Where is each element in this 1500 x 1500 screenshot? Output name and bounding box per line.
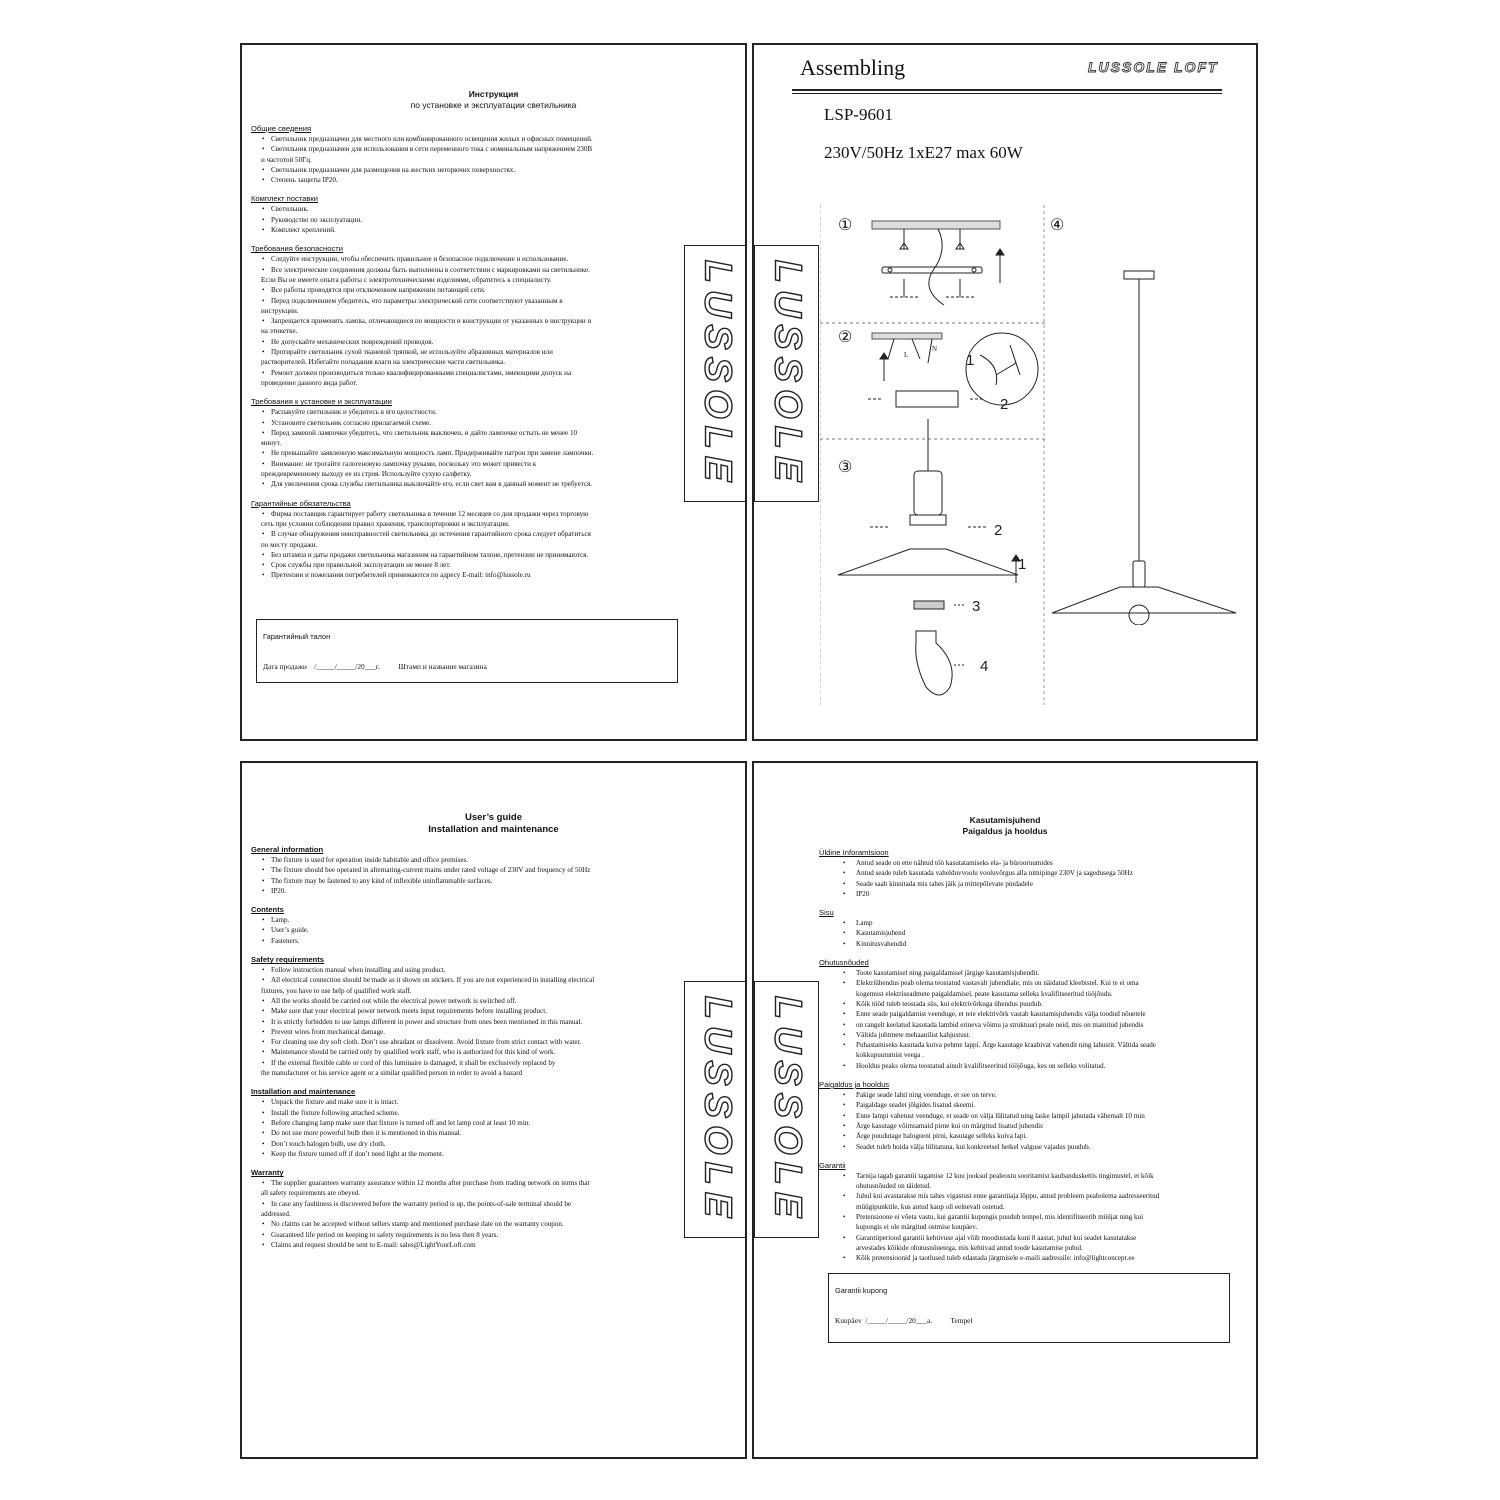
list-item: • Vältida juhtmete mehaanilist kahjustust.	[819, 1030, 1159, 1040]
list-item: • Ärge puudutage halogeeni pirni, kasutage selleks kuiva lapi.	[819, 1131, 1159, 1141]
list-item: • Puhastamiseks kasutada kuiva pehme lappi. Ärge kasutage kraabivat vahendit ning lahustit. Vältida seade	[819, 1040, 1159, 1050]
list-item: • Kõik tööd tuleb teostada siis, kui elektrivõrkuga ühendus puudub.	[819, 999, 1159, 1009]
et-coupon-title: Garantii kupong	[835, 1286, 888, 1295]
list-item: • Установите светильник согласно прилагаемой схеме.	[251, 418, 593, 428]
list-item: • Keep the fixture turned off if don’t need light at the moment.	[251, 1149, 594, 1159]
ru-title-line: Инструкция	[468, 89, 519, 99]
list-item: • Antud seade tuleb kasutada vahelduvvoolu vooluvõrgus alla nimipinge 230V ja sagedusega 50Hz	[819, 868, 1159, 878]
et-title	[754, 815, 1256, 837]
list-item: • Не допускайте механических повреждений проводов.	[251, 337, 593, 347]
section-heading: Installation and maintenance	[251, 1087, 356, 1097]
section-heading: Contents	[251, 905, 284, 915]
lussole-logo: LUSSOLE	[696, 995, 738, 1224]
ru-coupon-title: Гарантийный талон	[263, 632, 331, 641]
lussole-logo-tab	[754, 981, 819, 1238]
step-3-marker: ③	[838, 459, 853, 476]
list-item: • Seadet tuleb hoida välja lülitatuna, kui konkreetsel hetkel valguse vajadus puudub.	[819, 1142, 1159, 1152]
list-item: • IP20	[819, 889, 1159, 899]
list-item: • Hooldus peaks olema teostatud ainult kvalifitseeritud tööjõuga, kes on selleks volitatud.	[819, 1061, 1159, 1071]
section-heading: Garantii	[819, 1160, 846, 1170]
lussole-logo-tab	[754, 245, 819, 502]
list-item: • Запрещается применять лампы, отличающиеся по мощности и конструкции от указанных в инструкции и	[251, 316, 593, 326]
list-item: • All the works should be carried out while the electrical power network is switched off.	[251, 996, 594, 1006]
list-item: arvestades kõikide ohutusnõuetega, mis kehtivad antud toode kasutamise puhul.	[856, 1243, 1083, 1252]
step2-label-1: 1	[966, 352, 975, 369]
list-item: kogemust elektriseadmete paigaldamisel, peate kasutama selleks kvalifitseeritud tööjõudu.	[856, 989, 1113, 998]
english-guide-page	[240, 761, 747, 1459]
list-item: • Seade saab kinnitada mis tahes jäik ja mittepõlevate pindadele	[819, 879, 1159, 889]
list-item: all safety requirements are obeyed.	[261, 1189, 361, 1198]
list-item: • Lamp	[819, 918, 1159, 928]
list-item: • Before changing lamp make sure that fixture is turned off and let lamp cool at least 10 min.	[251, 1118, 594, 1128]
list-item: • Комплект креплений.	[251, 225, 593, 235]
pendant-lamp-drawing	[1044, 265, 1250, 625]
list-item: • Внимание: не трогайте галогеновую лампочку руками, поскольку это может привести к	[251, 459, 593, 469]
list-item: • Guaranteed life period on keeping to safety requirements is no less then 8 years.	[251, 1230, 594, 1240]
list-item: • Garantiiperiood garantii kehtivuse ajal võib moodustada kuni 8 aastat, juhul kui seadet kasutatakse	[819, 1233, 1159, 1243]
list-item: • Протирайте светильник сухой тканевой тряпкой, не используйте абразивных материалов или	[251, 347, 593, 357]
list-item: инструкции.	[261, 306, 299, 315]
assembling-title: Assembling	[800, 55, 906, 80]
list-item: • on rangelt keelatud kasutada lambid erineva võimu ja struktuuri peale neid, mis on mainitud juhendis	[819, 1020, 1159, 1030]
list-item: • Ärge kasutage võimsamaid pirne kui on märgitud lisatud juhendis	[819, 1121, 1159, 1131]
list-item: the manufacturer or his service agent or a similar qualified person in order to avoid a hazard	[261, 1069, 523, 1078]
lussole-logo-tab	[684, 981, 747, 1238]
list-item: • Antud seade on ette nähtud töö kasutatamiseks ela- ja bürooruumides	[819, 858, 1159, 868]
list-item: • The fixture should bee operated in alternating-current mains under rated voltage of 230V and frequency of 50Hz	[251, 865, 594, 875]
list-item: • Pakige seade lahti ning veenduge, et see on terve.	[819, 1090, 1159, 1100]
list-item: • Руководство по эксплуатации.	[251, 215, 593, 225]
lussole-logo: LUSSOLE	[766, 259, 808, 488]
list-item: • Prevent wires from mechanical damage.	[251, 1027, 594, 1037]
model-number: LSP-9601	[824, 105, 893, 124]
en-subtitle-line: Installation and maintenance	[428, 824, 559, 835]
list-item: • Светильник.	[251, 204, 593, 214]
assembly-diagram	[820, 205, 1045, 705]
list-item: kokkupuutumist veega .	[856, 1051, 924, 1060]
list-item: • Unpack the fixture and make sure it is intact.	[251, 1097, 594, 1107]
section-heading: Требования безопасности	[251, 244, 343, 254]
list-item: • Follow instruction manual when installing and using product.	[251, 965, 594, 975]
list-item: • Fasteners.	[251, 936, 594, 946]
estonian-guide-page	[752, 761, 1258, 1459]
list-item: • All electrical connection should be made as it shown on stickers. If you are not experienced in installing electrical	[251, 975, 594, 985]
list-item: • Все работы проводятся при отключенном напряжении питающей сети.	[251, 285, 593, 295]
list-item: • В случае обнаружения неисправностей светильника до истечения гарантийного срока следует обратиться	[251, 529, 593, 539]
step3-label-2: 2	[994, 522, 1003, 539]
et-warranty-coupon	[828, 1273, 1230, 1343]
section-heading: Warranty	[251, 1168, 284, 1178]
ru-body	[251, 123, 593, 581]
list-item: • If the external flexible cable or cord of this luminaire is damaged, it shall be exclusively replaced by	[251, 1058, 594, 1068]
list-item: • Светильник предназначен для использования в сети переменного тока с номинальным напряжением 230В	[251, 144, 593, 154]
lussole-logo: LUSSOLE	[696, 259, 738, 488]
en-title-line: User’s guide	[464, 812, 523, 823]
step-4-marker: ④	[1050, 217, 1065, 234]
list-item: • Pretensioone ei võeta vastu, kui garantii kupongis puudub tempel, mis identifitseerib müüjat ning kui	[819, 1212, 1159, 1222]
en-title	[242, 812, 745, 836]
et-coupon-line: Kuupäev /_____/_____/20___a. Tempel	[835, 1316, 973, 1325]
list-item: • Toote kasutamisel ning paigaldamisel järgige kasutamisjuhendit.	[819, 968, 1159, 978]
list-item: • Enne seade paigaldamist veenduge, et teie elektrivõrk vastab kasutamisjuhendis välja toodud nõuetele	[819, 1009, 1159, 1019]
section-heading: Safety requirements	[251, 955, 325, 965]
section-heading: Комплект поставки	[251, 194, 318, 204]
ru-title	[242, 89, 745, 111]
list-item: • Lamp.	[251, 915, 594, 925]
section-heading: Paigaldus ja hooldus	[819, 1080, 890, 1090]
wire-label-n: N	[932, 345, 938, 353]
section-heading: Sisu	[819, 908, 834, 918]
list-item: растворителей. Избегайте попадания влаги на электрические части светильника.	[261, 358, 506, 367]
list-item: • Paigaldage seadet jõlgides lisatud skeemi.	[819, 1100, 1159, 1110]
list-item: проведение данного вида работ.	[261, 378, 358, 387]
list-item: • The fixture is used for operation inside habitable and office premises.	[251, 855, 594, 865]
et-title-line: Kasutamisjuhend	[969, 815, 1041, 825]
list-item: fixtures, you have to use help of qualified work staff.	[261, 986, 412, 995]
list-item: kupongis ei ole märgitud ostmise kuupäev.	[856, 1223, 978, 1232]
list-item: на этикетке.	[261, 327, 298, 336]
list-item: • Kinnitusvahendid	[819, 939, 1159, 949]
list-item: • Juhul kui avastatakse mis tahes vigastust enne garantiiaja lõppu, antud probleem peabolema aadresseeritud	[819, 1191, 1159, 1201]
list-item: • Распакуйте светильник и убедитесь в его целостности.	[251, 407, 593, 417]
bulb-label-3: 3	[972, 598, 981, 615]
list-item: сеть при условии соблюдения правил хранения, транспортировки и эксплуатации.	[261, 519, 510, 528]
list-item: • Все электрические соединения должны быть выполнены в соответствии с маркировками на светильнике.	[251, 265, 593, 275]
list-item: • Степень защиты IP20.	[251, 175, 593, 185]
lussole-loft-logo: LUSSOLE LOFT	[1088, 59, 1219, 75]
step2-label-2: 2	[1000, 396, 1009, 413]
list-item: Если Вы не имеете опыта работы с электротехническими изделиями, обратитесь к специалисту.	[261, 275, 552, 284]
list-item: • Перед подключением убедитесь, что параметры электрической сети соответствуют указанным в	[251, 296, 593, 306]
list-item: addressed.	[261, 1210, 291, 1219]
list-item: • Не превышайте заявленную максимальную мощность ламп. Придерживайте патрон при замене лампочки.	[251, 448, 593, 458]
et-subtitle-line: Paigaldus ja hooldus	[962, 826, 1048, 836]
russian-instructions-page	[240, 43, 747, 741]
list-item: • Kasutamisjuhend	[819, 928, 1159, 938]
title-rule	[792, 89, 1222, 91]
list-item: • Претензии и пожелания потребителей принимаются по адресу E-mail: info@lussole.ru	[251, 570, 593, 580]
list-item: • Перед заменой лампочки убедитесь, что светильник выключен, и дайте лампочке остыть не менее 10	[251, 428, 593, 438]
step-1-marker: ①	[838, 217, 853, 234]
list-item: минут.	[261, 439, 281, 448]
list-item: • User’s guide.	[251, 925, 594, 935]
list-item: • Elektriühendus peab olema teostatud vastavalt juhendiale, mis on näidatud kleebistel. Kui te ei oma	[819, 978, 1159, 988]
list-item: • Фирма поставщик гарантирует работу светильника в течение 12 месяцев со дня продажи через торговую	[251, 509, 593, 519]
section-heading: General information	[251, 845, 324, 854]
list-item: • Светильник предназначен для местного или комбинированного освещения жилых и офисных помещений.	[251, 134, 593, 144]
section-heading: Общие сведения	[251, 124, 312, 133]
list-item: • Kõik pretensioonid ja taotlused tuleb edastada järgmisele e-maili aadressile: info@lightconcept.ee	[819, 1253, 1159, 1263]
list-item: • For cleaning use dry soft cloth. Don’t use abradant or dissolvent. Avoid fixture from strict contact with water.	[251, 1037, 594, 1047]
ru-coupon-line: Дата продажи /_____/_____/20___г. Штамп и название магазина	[263, 662, 487, 671]
list-item: • Don’t touch halogen bulb, use dry cloth.	[251, 1139, 594, 1149]
list-item: • Для увеличения срока службы светильника выключайте его, если свет вам в данный момент не требуется.	[251, 479, 593, 489]
ru-subtitle-line: по установке и эксплуатации светильника	[410, 100, 577, 110]
lussole-logo-tab	[684, 245, 747, 502]
section-heading: Üldine Inforamtsioon	[819, 848, 889, 857]
list-item: • Без штампа и даты продажи светильника магазином на гарантийном талоне, претензии не принимаются.	[251, 550, 593, 560]
list-item: • Светильник предназначен для размещения на жестких негорючих поверхностях.	[251, 165, 593, 175]
lussole-logo: LUSSOLE	[766, 995, 808, 1224]
section-heading: Гарантийные обязательства	[251, 498, 351, 508]
list-item: по месту продажи.	[261, 540, 318, 549]
list-item: • In case any faultiness is discovered before the warranty period is up, the points-of-sale terminal should be	[251, 1199, 594, 1209]
list-item: • IP20.	[251, 886, 594, 896]
list-item: • It is strictly forbidden to use lamps different in power and structure from ones been mentioned in this manual.	[251, 1017, 594, 1027]
en-body	[251, 844, 594, 1250]
list-item: и частотой 50Гц.	[261, 155, 312, 164]
step3-label-1: 1	[1018, 556, 1027, 573]
list-item: • Maintenance should be carried only by qualified work staff, who is authorized for this kind of work.	[251, 1047, 594, 1057]
list-item: müügipunktile, kus antud kaup oli eelnevalt ostetud.	[856, 1202, 1005, 1211]
list-item: • Следуйте инструкции, чтобы обеспечить правильное и безопасное подключение и использование.	[251, 254, 593, 264]
list-item: • Enne lampi vahetust veenduge, et seade on välja lülitatud ning laske lampil jahutada vähemalt 10 min	[819, 1111, 1159, 1121]
assembling-page	[752, 43, 1258, 741]
list-item: • The fixture may be fastened to any kind of inflexible uninflammable surfaces.	[251, 876, 594, 886]
list-item: • Do not use more powerful bulb then it is mentioned in this manual.	[251, 1128, 594, 1138]
section-heading: Ohutusnõuded	[819, 958, 869, 968]
et-body	[819, 847, 1159, 1264]
electrical-spec: 230V/50Hz 1xE27 max 60W	[824, 143, 1023, 162]
list-item: • Make sure that your electrical power network meets input requirements before installing product.	[251, 1006, 594, 1016]
list-item: • Срок службы при правильной эксплуатации не менее 8 лет.	[251, 560, 593, 570]
title-rule-thin	[792, 93, 1222, 94]
list-item: ohutusnõuded on täidetud.	[856, 1182, 932, 1191]
list-item: • Claims and request should be sent to E-mail: sales@LightYourLoft.com	[251, 1240, 594, 1250]
section-heading: Требования к установке и эксплуатации	[251, 397, 392, 407]
list-item: преждевременному выходу ее из строя. Используйте сухую салфетку.	[261, 470, 472, 479]
list-item: • The supplier guarantees warranty assurance within 12 months after purchase from trading network on terms that	[251, 1178, 594, 1188]
list-item: • No claims can be accepted without sellers stamp and mentioned purchase date on the warranty coupon.	[251, 1219, 594, 1229]
wire-label-l: L	[904, 351, 909, 359]
list-item: • Install the fixture following attached scheme.	[251, 1108, 594, 1118]
bulb-label-4: 4	[980, 658, 989, 675]
list-item: • Ремонт должен производиться только квалифицированными специалистами, имеющими допуск на	[251, 368, 593, 378]
list-item: • Tarnija tagab garantii tagamise 12 kuu jooksul pealeostu sooritamist kaubanduskettis tingimustel, et kõik	[819, 1171, 1159, 1181]
ru-warranty-coupon	[256, 619, 678, 683]
step-2-marker: ②	[838, 329, 853, 346]
